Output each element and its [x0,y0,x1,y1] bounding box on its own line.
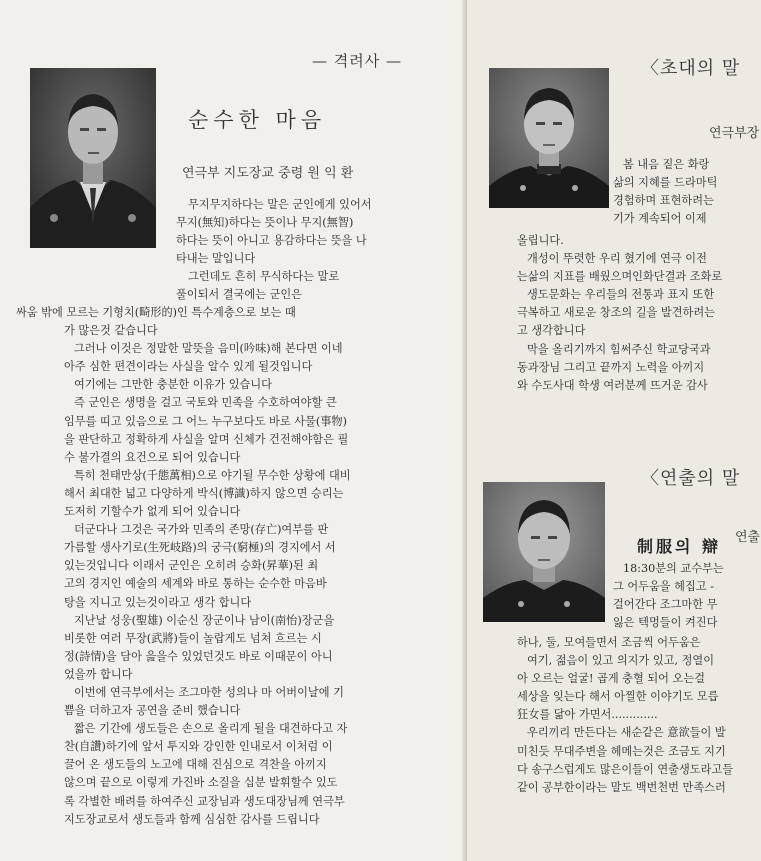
article-title: 순수한 마음 [188,108,327,132]
text-line: 그러나 이것은 정말한 말뜻을 음미(吟味)해 본다면 이네 [74,342,343,356]
text-line: 무지무지하다는 말은 군인에게 있어서 [188,198,372,211]
text-line: 올립니다. [517,234,564,247]
text-line: 무지(無知)하다는 뜻이나 무지(無智) [176,216,354,230]
text-line: 다 송구스럽게도 많은이들이 연출생도라고들 [517,762,734,776]
invitation-body [517,232,761,395]
text-line: 아 오르는 얼굴! 곱게 충혈 되어 오는걸 [517,672,705,686]
text-line: 와 수도사대 학생 여러분께 뜨거운 감사 [517,378,708,392]
text-line: 정(詩情)을 담아 읊을수 있었던것도 바로 이때문이 아니 [64,649,333,663]
text-line: 않으며 끝으로 이렇게 가진바 소질을 십분 발휘할수 있도 [64,776,338,790]
text-line: 세상을 잊는다 해서 아찔한 이야기도 모릅 [517,690,719,704]
text-line: 더군다나 그것은 국가와 민족의 존망(存亡)여부를 판 [74,523,329,537]
portrait-cadet-photo [489,68,609,208]
direction-byline: 연출 [735,530,761,545]
text-line: 걸어간다 조그마한 무 [613,598,718,612]
text-line: 해서 최대한 넓고 다양하게 박식(博識)하지 않으면 승리는 [64,486,344,500]
text-line: 쁨을 더하고자 공연을 준비 했습니다 [64,704,241,718]
text-line: 개성이 뚜렷한 우리 혔기에 연극 이전 [527,252,707,266]
text-line: 탕을 지니고 있는것이라고 생각 합니다 [64,595,252,609]
right-page [466,0,761,861]
direction-intro [613,560,761,632]
text-line: 는삶의 지표를 배웠으며인화단결과 조화로 [517,270,723,284]
text-line: 하나, 둘, 모여들면서 조금씩 어두움은 [517,636,701,649]
text-line: 막을 올리기까지 힘써주신 학교당국과 [527,342,711,356]
text-line: 특히 천태만상(千態萬相)으로 야기될 무수한 상황에 대비 [74,468,351,482]
text-line: 고 생각합니다 [517,324,586,338]
text-line: 비롯한 여러 무장(武將)들이 놀랍게도 넘쳐 흐르는 시 [64,631,322,645]
text-line: 여기에는 그만한 충분한 이유가 있습니다 [74,378,272,392]
text-line: 우리끼리 만든다는 새순같은 意欲들이 발 [527,726,726,740]
text-line: 그 어두움을 헤집고 - [613,580,714,594]
text-line: 가름할 생사기로(生死岐路)의 궁극(窮極)의 경지에서 서 [64,541,336,555]
author-byline: 연극부 지도장교 중령 원 익 환 [182,166,354,181]
text-line: 같이 공부한이라는 말도 백번천번 만족스러 [517,780,726,794]
text-line: 여기, 젊음이 있고 의지가 있고, 정열이 [527,654,715,668]
text-line: 삶의 지혜를 드라마틱 [613,176,718,190]
text-line: 기가 계속되어 이제 [613,212,707,226]
text-line: 동과장님 그리고 끝까지 노력을 아끼지 [517,360,705,374]
text-line: 그런데도 흔히 무식하다는 말로 [188,270,340,284]
intro-paragraph [176,196,460,305]
text-line: 극복하고 새로운 창조의 길을 발견하려는 [517,306,715,320]
text-line: 봄 내음 짙은 화랑 [623,158,710,171]
text-line: 지난날 성웅(聖雄) 이순신 장군이나 남이(南怡)장군을 [74,613,335,627]
text-line: 지도장교로서 생도들과 함께 심심한 감사를 드립니다 [64,812,320,826]
text-line: 었을까 합니다 [64,667,133,681]
text-line: 미친듯 무대주변을 헤메는것은 조금도 지기 [517,744,726,758]
text-line: 찬(自讚)하기에 앞서 투지와 강인한 인내로서 이처럼 이 [64,740,333,754]
text-line: 경험하며 표현하려는 [613,194,714,208]
direction-label: 〈연출의 말 [641,468,741,489]
text-line: 잃은 텍멍들이 켜진다 [613,616,718,630]
direction-subtitle: 制服의 辯 [637,537,722,556]
text-line: 18:30분의 교수부는 [623,562,724,575]
text-line: 풀이되서 결국에는 군인은 [176,288,302,302]
body-text [16,304,460,829]
text-line: 있는것입니다 이래서 군인은 오히려 승화(昇華)된 최 [64,559,319,573]
direction-body [517,634,761,797]
text-line: 을 판단하고 정확하게 사실을 알며 신체가 건전해야함은 필 [64,432,349,446]
text-line: 록 각별한 배려를 하여주신 교장님과 생도대장님께 연극부 [64,794,345,808]
invitation-intro [613,156,761,228]
text-line: 끌어 온 생도들의 노고에 대해 진심으로 격찬을 아끼지 [64,758,327,772]
text-line: 狂女를 닮아 가면서............. [517,708,658,722]
text-line: 생도문화는 우리들의 전통과 표지 또한 [527,288,715,302]
invitation-label: 〈초대의 말 [641,58,741,79]
text-line: 즉 군인은 생명을 걸고 국토와 민족을 수호하여야할 큰 [74,396,337,410]
portrait-officer-photo [30,68,156,248]
text-line: 짧은 기간에 생도들은 손으로 올리게 될을 대견하다고 자 [74,722,348,736]
invitation-byline: 연극부장 [709,126,760,141]
portrait-director-photo [483,482,605,622]
text-line: 도저히 기할수가 없게 되어 있습니다 [64,505,241,519]
text-line: 임무를 띠고 있음으로 그 어느 누구보다도 바로 사물(事物) [64,414,347,428]
text-line: 이번에 연극부에서는 조그마한 성의나 마 어버이날에 기 [74,685,344,699]
text-line: 싸움 밖에 모르는 기형치(畸形的)인 특수계층으로 보는 때 [16,306,296,319]
text-line: 타내는 말입니다 [176,252,256,266]
text-line: 하다는 뜻이 아니고 용감하다는 뜻을 나 [176,234,367,248]
text-line: 수 불가결의 요건으로 되어 있습니다 [64,450,241,464]
text-line: 고의 경지인 예술의 세계와 바로 통하는 순수한 마음바 [64,577,327,591]
encouragement-label: — 격려사 — [312,52,403,70]
text-line: 가 많은것 같습니다 [64,324,158,338]
text-line: 아주 심한 편견이라는 사실을 알수 있게 될것입니다 [64,360,313,374]
